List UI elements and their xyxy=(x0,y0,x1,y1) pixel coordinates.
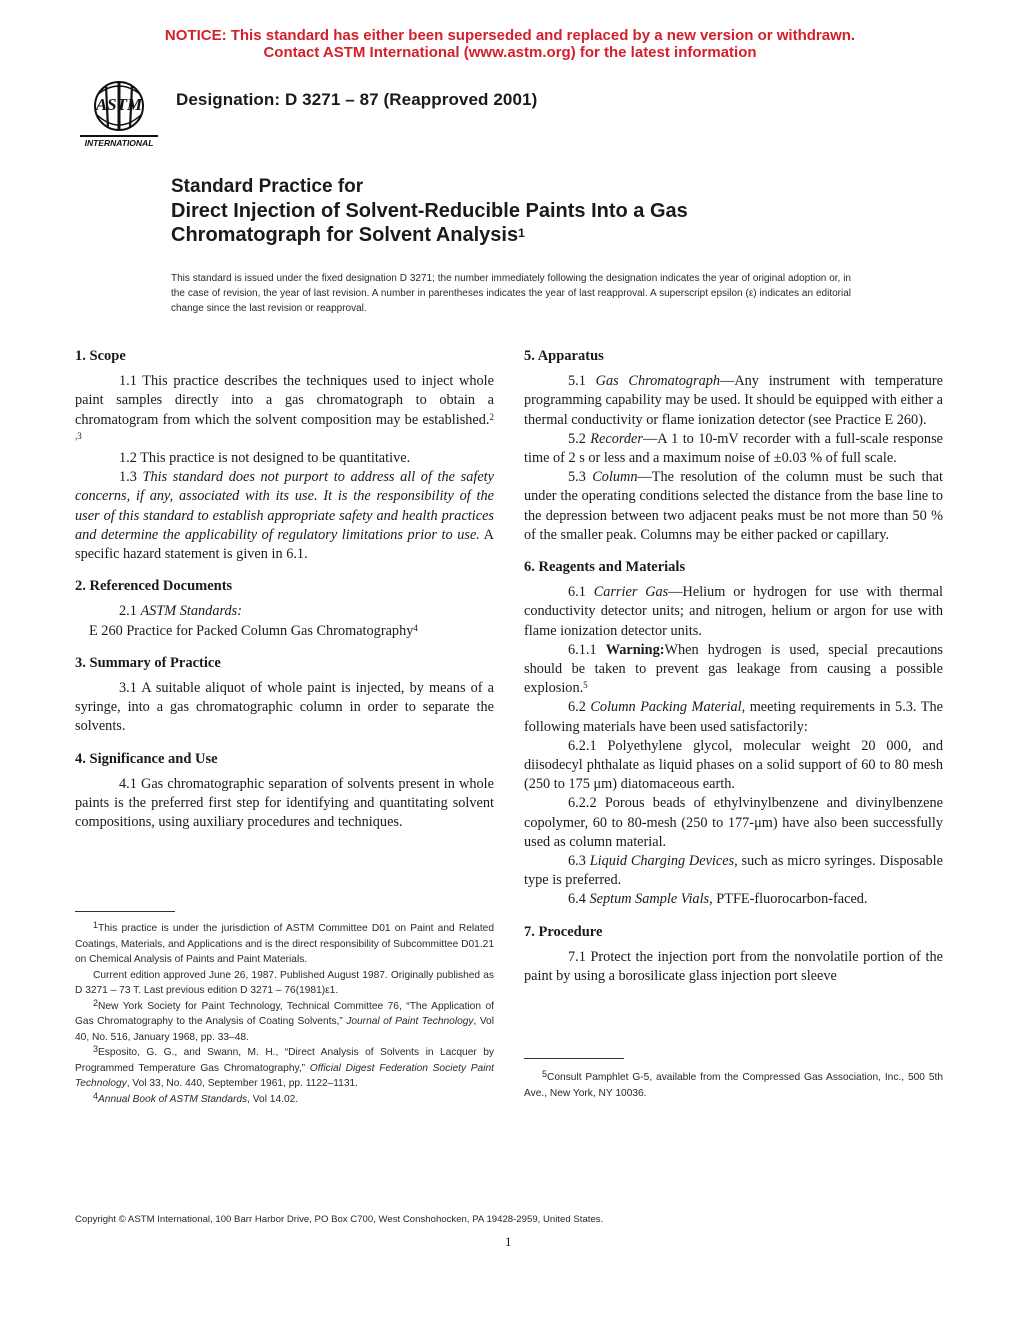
referenced-e260: E 260 Practice for Packed Column Gas Chromatography$^4$ xyxy=(89,622,418,639)
paragraph-1-3: 1.3 This standard does not purport to address all of the safety concerns, if any, associated with its use. It is the responsibility of the user of this standard to establish appropriate safety and health practices and determine the applicability of regulatory limitations prior to use. A specific hazard statement is given in 6.1. xyxy=(75,469,494,563)
footnote-1: $^1$This practice is under the jurisdiction of ASTM Committee D01 on Paint and Related Coatings, Materials, and Applications and is the direct responsibility of Subcommittee D01.21 on Chemical Analysis of Paints and Paint Materials. xyxy=(75,920,494,965)
paragraph-4-1: 4.1 Gas chromatographic separation of solvents present in whole paints is the preferred first step for identifying and quantitating solvent compositions, using auxiliary procedures and techniques. xyxy=(75,775,494,831)
section-heading-procedure: 7. Procedure xyxy=(524,923,603,940)
footnote-rule-right xyxy=(524,1058,624,1059)
paragraph-2-1: 2.1 ASTM Standards: xyxy=(119,603,242,620)
footnote-1b: Current edition approved June 26, 1987. Published August 1987. Originally published as D 3271 – 73 T. Last previous edition D 3271 – 76(1981)ε1. xyxy=(75,969,494,996)
left-column xyxy=(75,347,494,832)
section-heading-significance: 4. Significance and Use xyxy=(75,750,218,767)
svg-text:INTERNATIONAL: INTERNATIONAL xyxy=(84,138,154,148)
document-title xyxy=(171,175,871,247)
footnotes-left xyxy=(75,921,494,1107)
paragraph-6-2: 6.2 Column Packing Material, meeting requirements in 5.3. The following materials have been used satisfactorily: xyxy=(524,699,943,735)
section-heading-apparatus: 5. Apparatus xyxy=(524,348,604,364)
section-heading-referenced: 2. Referenced Documents xyxy=(75,578,233,595)
footnote-3: $^3$Esposito, G. G., and Swann, M. H., “Direct Analysis of Solvents in Lacquer by Programmed Temperature Gas Chromatography,” Official Digest Federation Society Paint Technology, Vol 33, No. 440, September 1961, pp. 1122–1131. xyxy=(75,1044,494,1089)
paragraph-6-2-1: 6.2.1 Polyethylene glycol, molecular weight 20 000, and diisodecyl phthalate as liquid phases on a solid support of 60 to 80 mesh (250 to 175 μm) diatomaceous earth. xyxy=(524,737,943,793)
astm-logo xyxy=(78,74,160,150)
paragraph-6-4: 6.4 Septum Sample Vials, PTFE-fluorocarbon-faced. xyxy=(568,891,868,908)
issuance-statement: This standard is issued under the fixed designation D 3271; the number immediately following the designation indicates the year of original adoption or, in the case of revision, the year of last revision. A number in parentheses indicates the year of last reapproval. A superscript epsilon (ε) indicates an editorial change since the last revision or reapproval. xyxy=(171,273,851,314)
section-heading-reagents: 6. Reagents and Materials xyxy=(524,559,686,576)
notice-line-2: Contact ASTM International (www.astm.org) for the latest information xyxy=(263,44,757,61)
notice-line-1: NOTICE: This standard has either been superseded and replaced by a new version or withdrawn. xyxy=(164,27,856,44)
footnote-rule-left xyxy=(75,911,175,912)
paragraph-6-2-2: 6.2.2 Porous beads of ethylvinylbenzene and divinylbenzene copolymer, 60 to 80-mesh (250 to 177-μm) have also been successfully used as column material. xyxy=(524,795,943,850)
footnote-5: $^5$Consult Pamphlet G-5, available from the Compressed Gas Association, Inc., 500 5th Ave., New York, NY 10036. xyxy=(524,1069,943,1099)
footnote-2: $^2$New York Society for Paint Technology, Technical Committee 76, “The Application of Gas Chromatography to the Analysis of Coating Solvents,” Journal of Paint Technology, Vol 40, No. 516, January 1968, pp. 33–48. xyxy=(75,997,494,1043)
paragraph-6-3: 6.3 Liquid Charging Devices, such as micro syringes. Disposable type is preferred. xyxy=(524,853,943,889)
paragraph-5-2: 5.2 Recorder—A 1 to 10-mV recorder with a full-scale response time of 2 s or less and a maximum noise of ±0.03 % of full scale. xyxy=(524,430,943,467)
designation: Designation: D 3271 – 87 (Reapproved 2001) xyxy=(176,90,538,109)
paragraph-5-3: 5.3 Column—The resolution of the column must be such that under the operating conditions selected the distance from the base line to the depression between two adjacent peaks must be not more than 50 % of the smaller peak. Columns may be either packed or capillary. xyxy=(524,469,943,543)
svg-text:ASTM: ASTM xyxy=(95,95,143,114)
paragraph-5-1: 5.1 Gas Chromatograph—Any instrument with temperature programming capability may be used. It should be equipped with either a thermal conductivity or flame ionization detector (see Practice E 260). xyxy=(524,373,944,428)
copyright-notice: Copyright © ASTM International, 100 Barr Harbor Drive, PO Box C700, West Conshohocken, PA 19428-2959, United States. xyxy=(75,1214,604,1225)
paragraph-7-1: 7.1 Protect the injection port from the nonvolatile portion of the paint by using a borosilicate glass injection port sleeve xyxy=(524,948,943,985)
section-heading-summary: 3. Summary of Practice xyxy=(75,654,221,671)
title-line-3: Chromatograph for Solvent Analysis$^1$ xyxy=(171,224,525,246)
footnote-4: $^4$Annual Book of ASTM Standards, Vol 14.02. xyxy=(93,1090,299,1105)
paragraph-1-2: 1.2 This practice is not designed to be quantitative. xyxy=(119,450,411,467)
astm-logo-icon xyxy=(78,74,160,150)
paragraph-1-1: 1.1 This practice describes the techniques used to inject whole paint samples directly into a gas chromatograph to obtain a chromatogram from which the solvent composition may be established.$^{2 ,3}$ xyxy=(75,373,494,441)
page-number: 1 xyxy=(505,1234,512,1249)
section-heading-scope: 1. Scope xyxy=(75,348,126,364)
right-column xyxy=(524,347,943,986)
footnotes-right xyxy=(524,1070,943,1101)
notice-banner xyxy=(0,27,1020,61)
title-line-1: Standard Practice for xyxy=(171,176,364,197)
paragraph-6-1: 6.1 Carrier Gas—Helium or hydrogen for use with thermal conductivity detector units; and nitrogen, helium or argon for use with flame ionization detector units. xyxy=(524,584,943,639)
title-line-2: Direct Injection of Solvent-Reducible Paints Into a Gas xyxy=(171,200,688,222)
paragraph-3-1: 3.1 A suitable aliquot of whole paint is injected, by means of a syringe, into a gas chromatographic column in order to separate the solvents. xyxy=(75,680,494,735)
paragraph-6-1-1: 6.1.1 Warning:When hydrogen is used, special precautions should be taken to prevent gas leakage from causing a possible explosion.$^5$ xyxy=(524,641,943,697)
